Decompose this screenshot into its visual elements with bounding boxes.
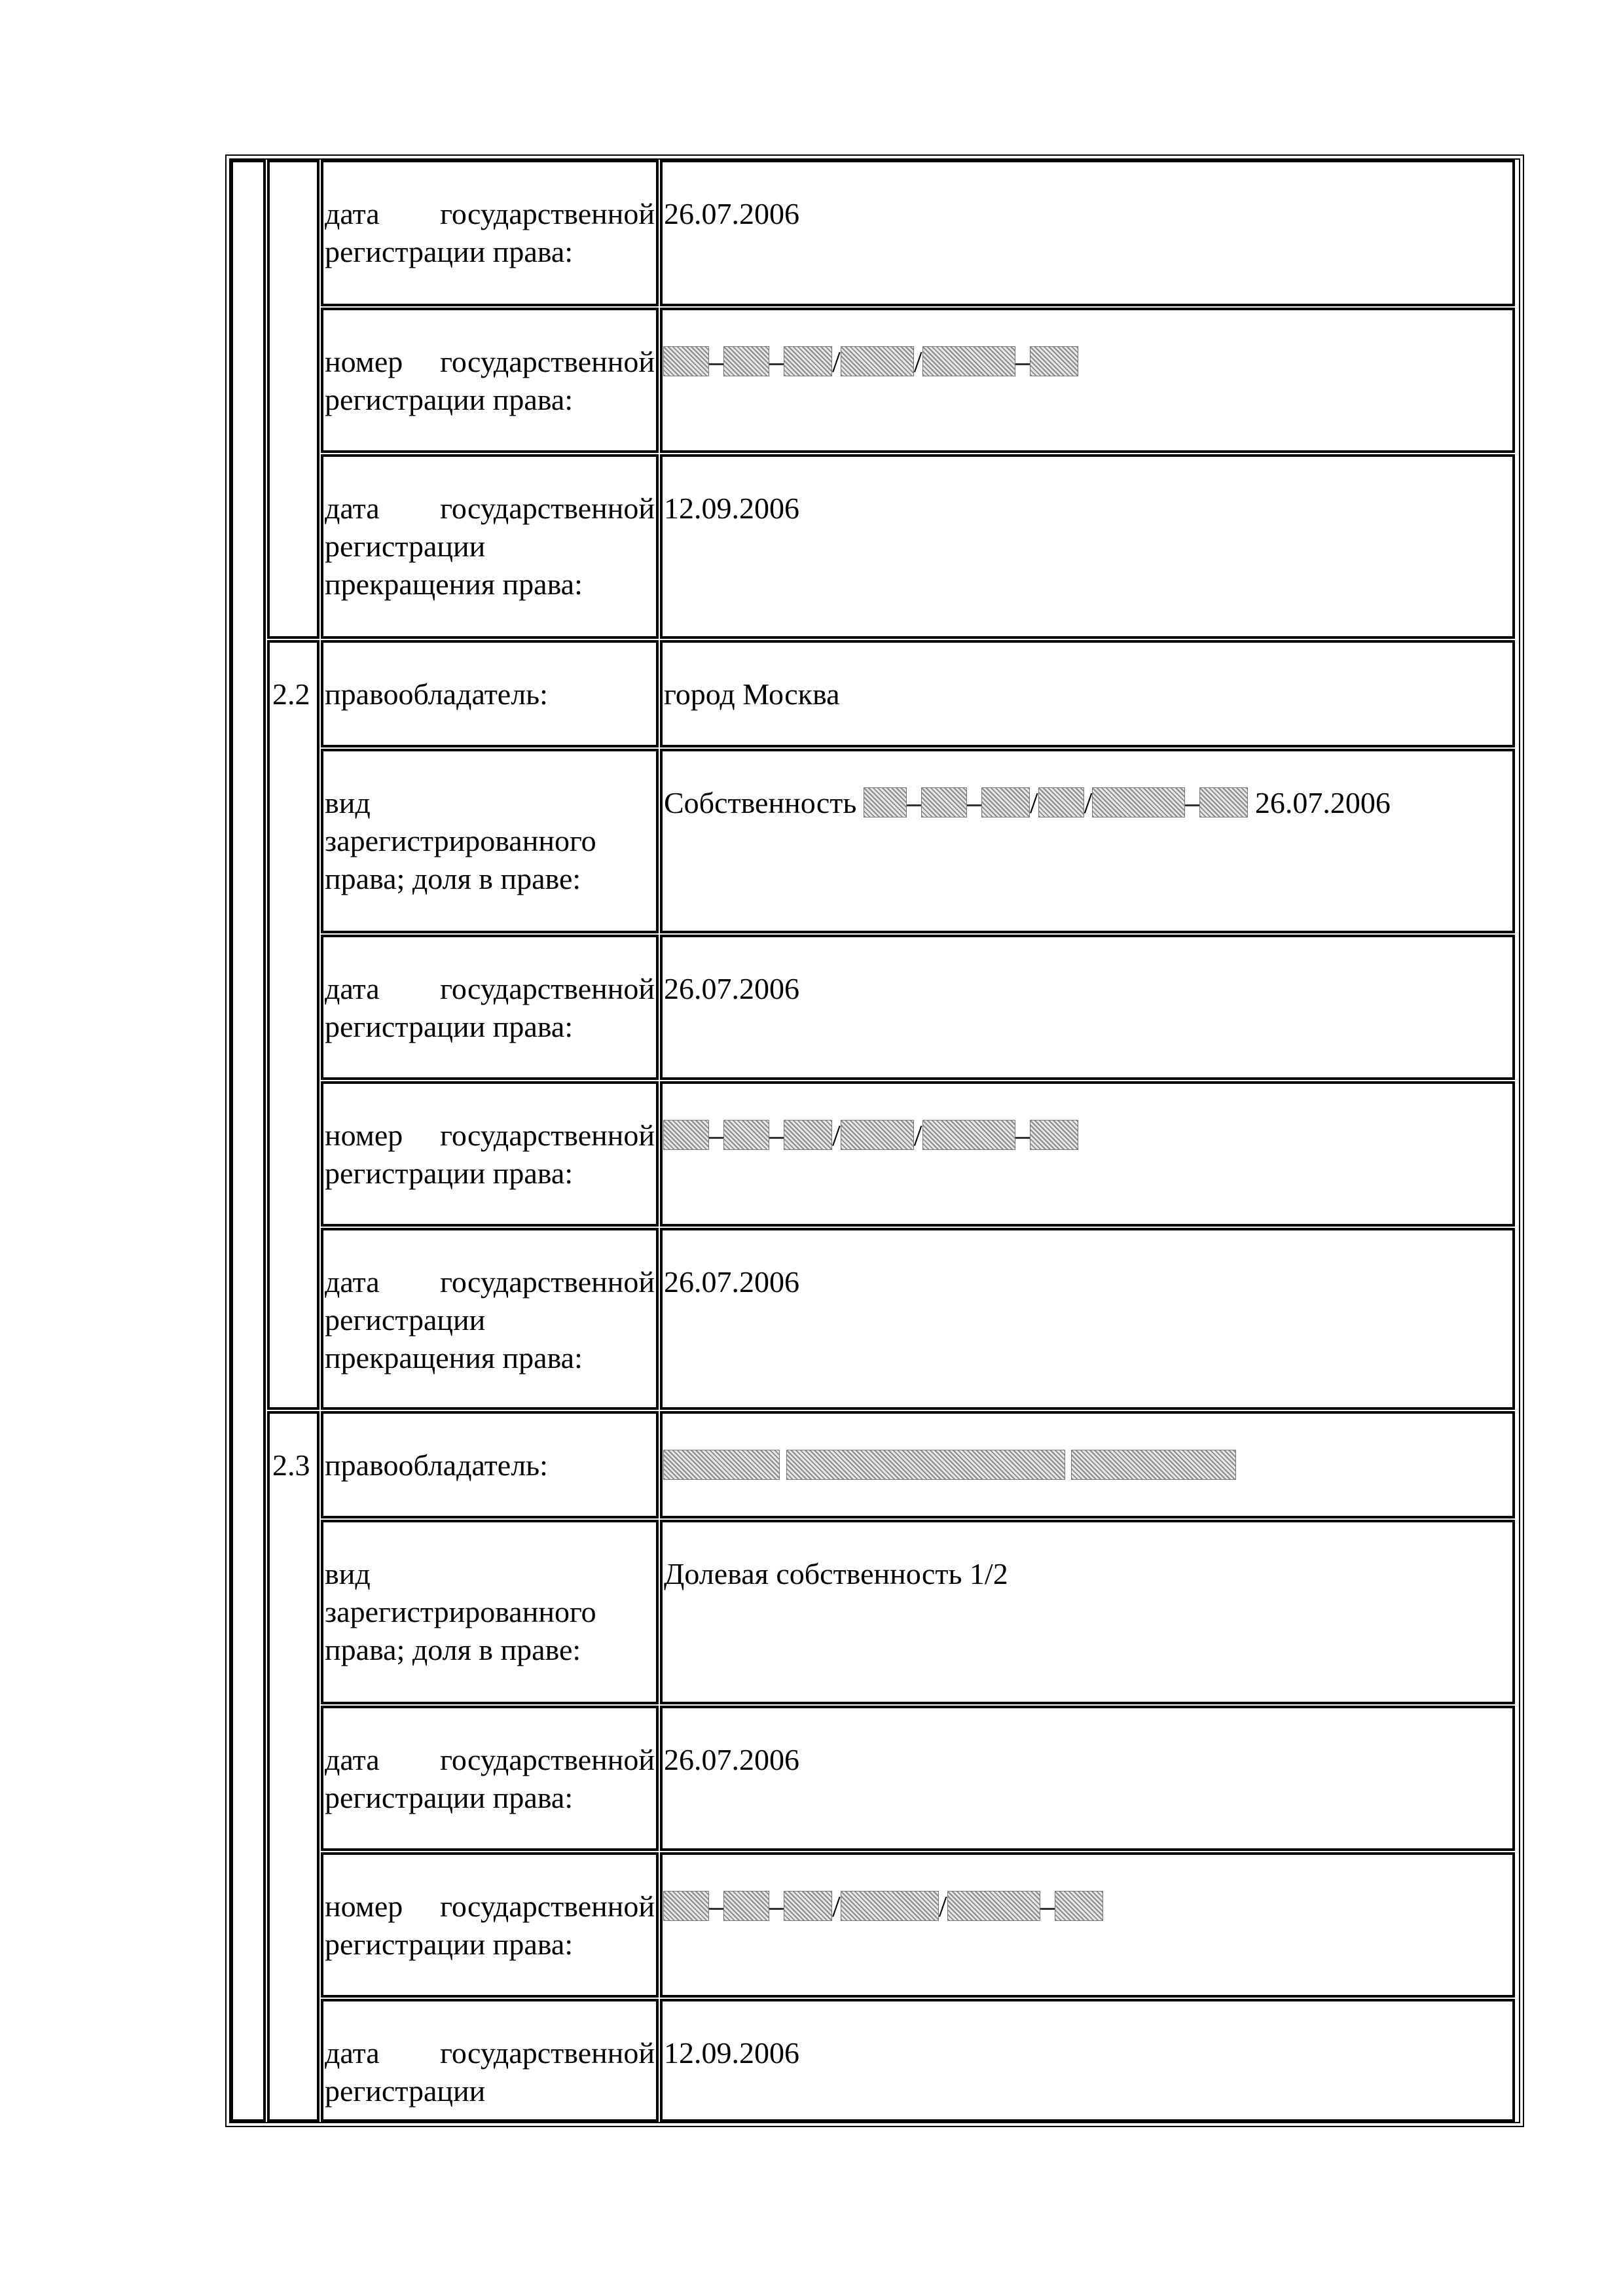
value-cell (660, 1081, 1515, 1227)
label-cell: дата государственной регистрации права: (321, 935, 659, 1080)
label-cell: вид зарегистрированного права; доля в праве: (321, 1520, 659, 1704)
redacted-registration-number: / / (864, 786, 1255, 819)
redacted-registration-number: / / (664, 1119, 1078, 1152)
outer-index-column (230, 160, 266, 2122)
label-cell: дата государственной регистрации права: (321, 1706, 659, 1851)
value-cell (660, 454, 1515, 639)
label-cell: дата государственной регистрации прекращения права: (321, 454, 659, 639)
redacted-right-holder (664, 1448, 1235, 1482)
label-cell: номер государственной регистрации права: (321, 1081, 659, 1227)
value-cell (660, 1520, 1515, 1704)
value-cell (660, 1852, 1515, 1998)
value-cell (660, 640, 1515, 747)
right-date: 26.07.2006 (1254, 786, 1391, 819)
label-cell: вид зарегистрированного права; доля в праве: (321, 749, 659, 933)
row-number: 2.3 (272, 1448, 310, 1482)
label-cell: дата государственной регистрации прекращения права: (321, 1228, 659, 1410)
label-cell: дата государственной регистрации права: (321, 160, 659, 306)
value-cell (660, 1228, 1515, 1410)
label-cell: номер государственной регистрации права: (321, 1852, 659, 1998)
termination-date: 12.09.2006 (664, 2036, 799, 2070)
value-cell (660, 1411, 1515, 1518)
redacted-registration-number: / / (664, 1890, 1103, 1923)
row-number: 2.2 (272, 677, 310, 711)
redacted-registration-number: / / (664, 345, 1078, 378)
value-cell (660, 308, 1515, 453)
label-cell: дата государственной регистрации (321, 1999, 659, 2122)
num-cell-2-3 (267, 1411, 319, 2122)
value-cell (660, 749, 1515, 933)
value-cell (660, 160, 1515, 306)
value-cell (660, 935, 1515, 1080)
label-cell: правообладатель: (321, 640, 659, 747)
registration-date: 26.07.2006 (664, 1743, 799, 1776)
termination-date: 26.07.2006 (664, 1265, 799, 1299)
right-type: Долевая собственность 1/2 (664, 1557, 1008, 1590)
num-cell-2-1-continued (267, 160, 319, 639)
label-cell: номер государственной регистрации права: (321, 308, 659, 453)
registration-date: 26.07.2006 (664, 197, 799, 230)
value-cell (660, 1999, 1515, 2122)
value-cell (660, 1706, 1515, 1851)
label-cell: правообладатель: (321, 1411, 659, 1518)
registration-date: 26.07.2006 (664, 972, 799, 1005)
right-holder: город Москва (664, 677, 840, 711)
right-type: Собственность (664, 786, 857, 819)
termination-date: 12.09.2006 (664, 492, 799, 525)
num-cell-2-2 (267, 640, 319, 1410)
